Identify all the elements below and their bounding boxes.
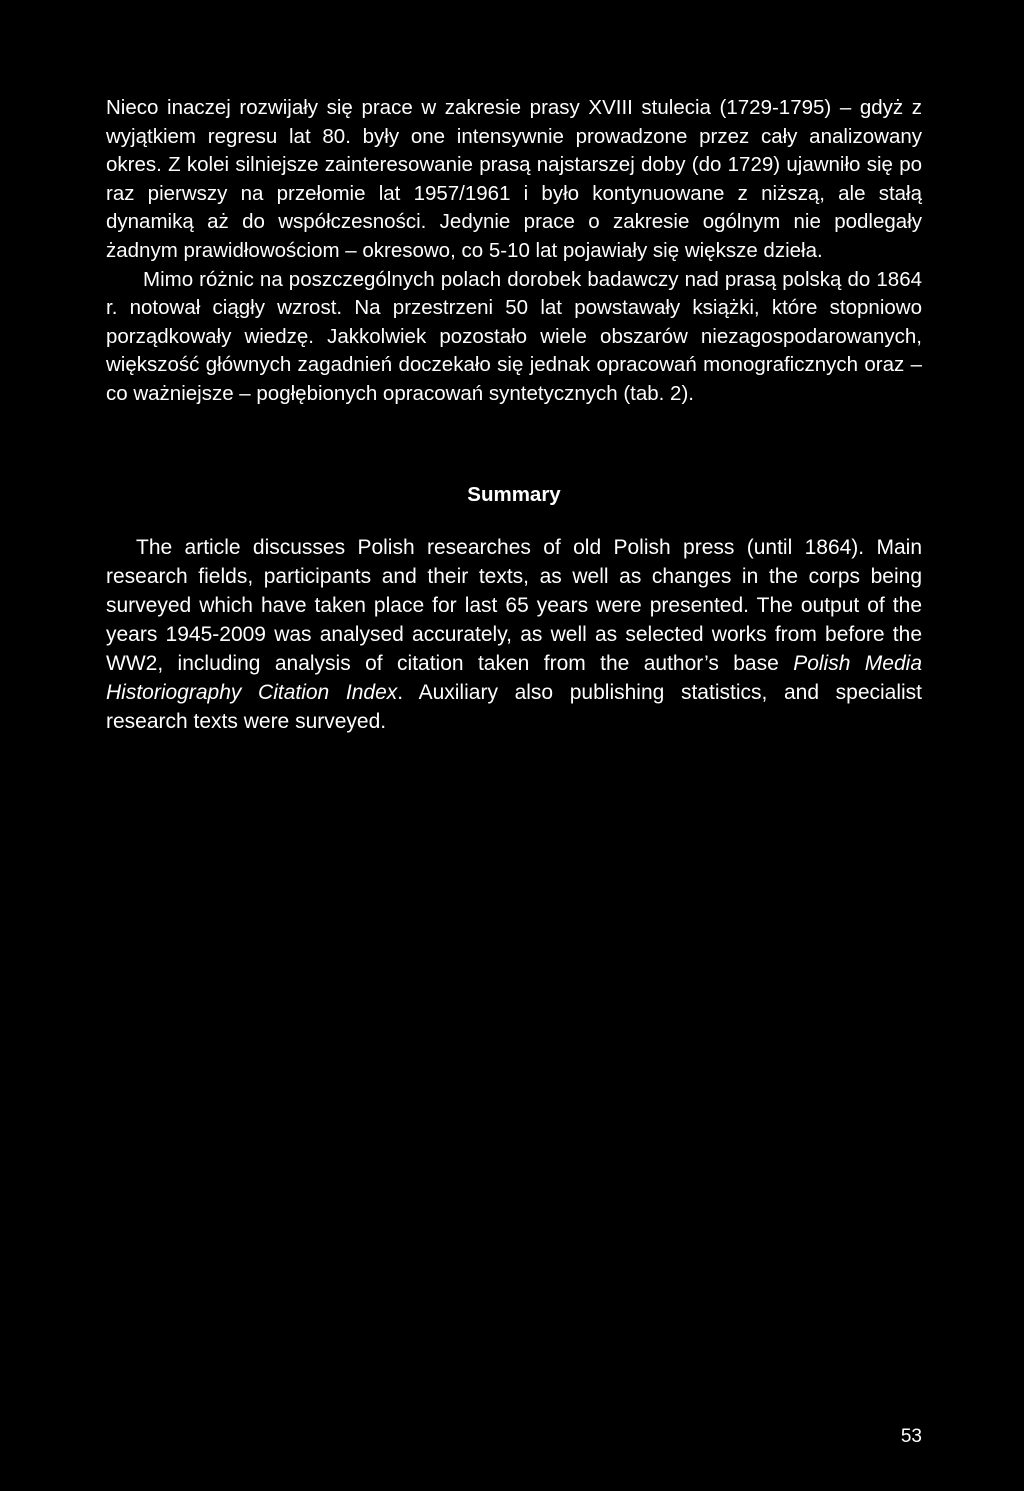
summary-italic-title: Polish Media Historiography Citation Index <box>106 652 922 704</box>
body-paragraph-1: Nieco inaczej rozwijały się prace w zakresie prasy XVIII stulecia (1729-1795) – gdyż z wyjątkiem regresu lat 80. były one intensywnie prowadzone przez cały analizowany okres. Z kolei silniejsze zainteresowanie prasą najstarszej doby (do 1729) ujawniło się po raz pierwszy na przełomie lat 1957/1961 i było kontynuowane z niższą, ale stałą dynamiką aż do współczesności. Jedynie prace o zakresie ogólnym nie podlegały żadnym prawidłowościom – okresowo, co 5-10 lat pojawiały się większe dzieła. <box>106 96 922 262</box>
summary-paragraph <box>106 533 922 736</box>
summary-text-end: . Auxiliary also publishing statistics, and specialist research texts were surveyed. <box>106 681 923 733</box>
summary-text <box>106 533 922 736</box>
body-paragraph-2: Mimo różnic na poszczególnych polach dorobek badawczy nad prasą polską do 1864 r. notował ciągły wzrost. Na przestrzeni 50 lat powstawały książki, które stopniowo porządkowały wiedzę. Jakkolwiek pozostało wiele obszarów niezagospodarowanych, większość głównych zagadnień doczekało się jednak opracowań monograficznych oraz – co ważniejsze – pogłębionych opracowań syntetycznych (tab. 2). <box>106 267 922 405</box>
summary-text-start: The article discusses Polish researches of old Polish press (until 1864). Main research fields, participants and their texts, as well as changes in the corps being surveyed which have taken place for last 65 years were presented. The output of the years 1945-2009 was analysed accurately, as well as selected works from before the WW2, including analysis of citation taken from the author’s base <box>106 536 922 675</box>
polish-body-text <box>106 94 922 409</box>
summary-heading: Summary <box>467 483 561 506</box>
page-number: 53 <box>900 1426 922 1447</box>
